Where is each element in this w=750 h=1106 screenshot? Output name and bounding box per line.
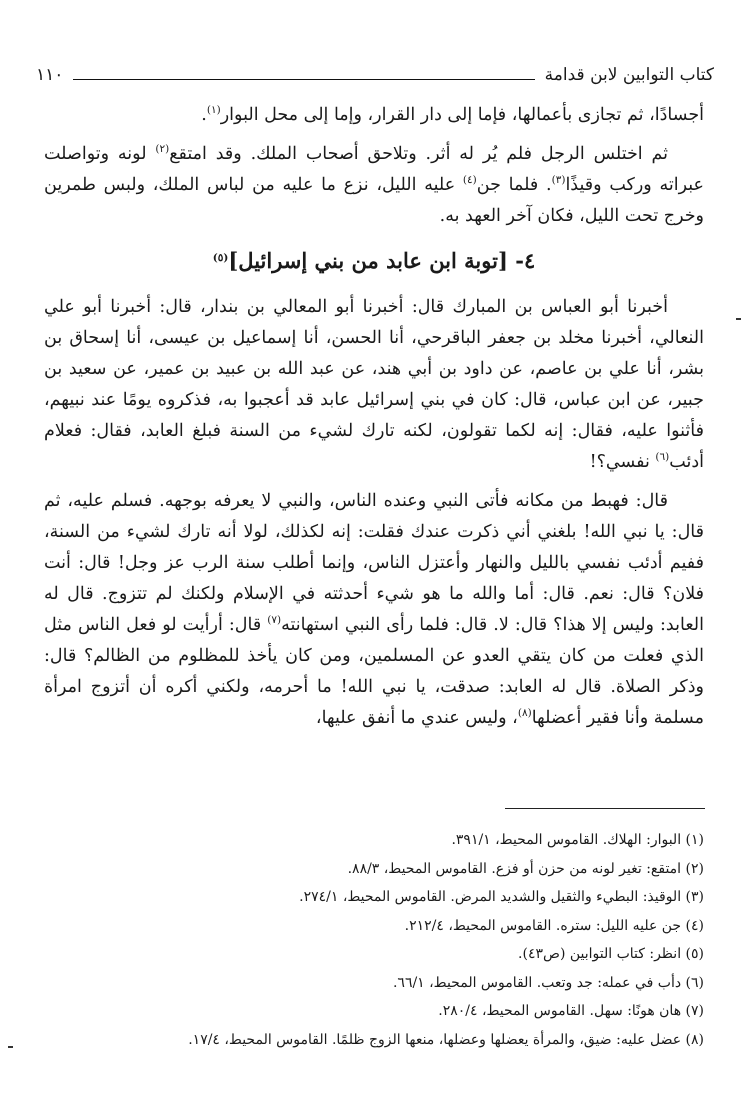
section-heading [44,244,704,278]
paragraph-2-text-a: ثم اختلس الرجل فلم يُر له أثر. وتلاحق أصحاب الملك. وقد امتقع [169,144,669,164]
page-number: ١١٠ [36,65,64,85]
footnote-ref-3: (٣) [551,174,566,186]
paragraph-4-text-b: قال: أرأيت لو فعل الناس مثل الذي فعلت من كان يتقي العدو عن المسلمين، ومن كان يأخذ للمظلوم من الظالم؟ قال: وذكر الصلاة. قال له العابد: صدقت، يا نبي الله! ما أحرمه، ولكني أكره أن أتزوج امرأة مسلمة وأنا فقير أعضلها [44,615,704,728]
paragraph-1-text: أجسادًا، ثم تجازى بأعمالها، فإما إلى دار القرار، وإما إلى محل البوار [220,105,704,125]
footnote-ref-8: (٨) [517,707,532,719]
footnote-ref-1: (١) [206,104,221,116]
main-text [44,100,704,734]
footnote-separator [505,808,705,809]
footnote-1: (١) البوار: الهلاك. القاموس المحيط، ٣٩١/١. [451,832,704,848]
footnote-8: (٨) عضل عليه: ضيق، والمرأة يعضلها وعضلها، منعها الزوج ظلمًا. القاموس المحيط، ١٧/٤. [188,1031,704,1048]
footnote-5: (٥) انظر: كتاب التوابين (ص٤٣). [518,946,704,962]
paragraph-3-text-a: أخبرنا أبو العباس بن المبارك قال: أخبرنا أبو المعالي بن بندار، قال: أخبرنا أبو علي النعالي، أخبرنا مخلد بن جعفر الباقرحي، أنا الحسن، أنا إسماعيل بن عيسى، أنا إسحاق بن بشر، أنا علي بن عاصم، عن داود بن أبي هند، عن عبد الله بن عبيد بن عمير، عن سعيد بن جبير، عن ابن عباس، قال: كان في بني إسرائيل عابد قد أعجبوا به، فذكروه يومًا عند نبيهم، فأثنوا عليه، فقال: إنه لكما تقولون، لكنه تارك لشيء من السنة فبلغ العابد، فقال: فعلام أدئب [44,297,704,472]
paragraph-3 [44,292,704,478]
footnote-7: (٧) هان هونًا: سهل. القاموس المحيط، ٢٨٠/٤. [438,1003,704,1019]
footnotes [60,826,704,1054]
paragraph-2 [44,139,704,232]
paragraph-1: أجسادًا، ثم تجازى بأعمالها، فإما إلى دار القرار، وإما إلى محل البوار$^{(١)}$. [201,104,704,125]
paragraph-4-text-c: ، وليس عندي ما أنفق عليها، [315,708,518,728]
paragraph-4 [44,486,704,734]
paragraph-2-text-c: . فلما جن [476,175,552,195]
paragraph-2-text-d: عليه الليل، نزع ما عليه من لباس الملك، ولبس طمرين وخرج تحت الليل، فكان آخر العهد به. [44,175,704,226]
margin-mark [736,318,741,320]
footnote-ref-5: (٥) [212,252,229,264]
footnote-6: (٦) دأب في عمله: جد وتعب. القاموس المحيط، ٦٦/١. [392,974,704,991]
footnote-ref-2: (٢) [155,143,170,155]
book-title: كتاب التوابين لابن قدامة [544,65,714,85]
footnote-ref-4: (٤) [462,174,477,186]
section-heading-text: ٤- [توبة ابن عابد من بني إسرائيل] [228,248,536,273]
paragraph-4-text-a: قال: فهبط من مكانه فأتى النبي وعنده الناس، والنبي لا يعرفه بوجهه. فسلم عليه، ثم قال: يا نبي الله! بلغني أني ذكرت عندك فقلت: إنه لكذلك، لولا أنه تارك لشيء من السنة، ففيم أدئب نفسي بالليل والنهار وأعتزل الناس، وإنما أطلب سنة الرب عز وجل! قال: أنت فلان؟ قال: نعم. قال: أما والله ما هو شيء أحدثته في الإسلام ولكنك لم تتزوج. قال له العابد: وليس إلا هذا؟ قال: لا. قال: فلما رأى النبي استهانته [44,491,704,635]
footnote-3: (٣) الوقيذ: البطيء والثقيل والشديد المرض. القاموس المحيط، ٢٧٤/١. [299,889,704,905]
paragraph-3-text-b: نفسي؟! [589,452,650,472]
paragraph-2-text-b: لونه وتواصلت عبراته وركب وقيذًا [44,144,704,195]
footnote-ref-7: (٧) [267,614,282,626]
footnote-4: (٤) جن عليه الليل: ستره. القاموس المحيط، ٢١٢/٤. [404,917,704,934]
footnote-2: (٢) امتقع: تغير لونه من حزن أو فزع. القاموس المحيط، ٨٨/٣. [347,860,704,877]
header-rule [73,79,534,80]
running-header [36,62,714,88]
margin-mark [8,1046,13,1048]
footnote-ref-6: (٦) [655,451,670,463]
